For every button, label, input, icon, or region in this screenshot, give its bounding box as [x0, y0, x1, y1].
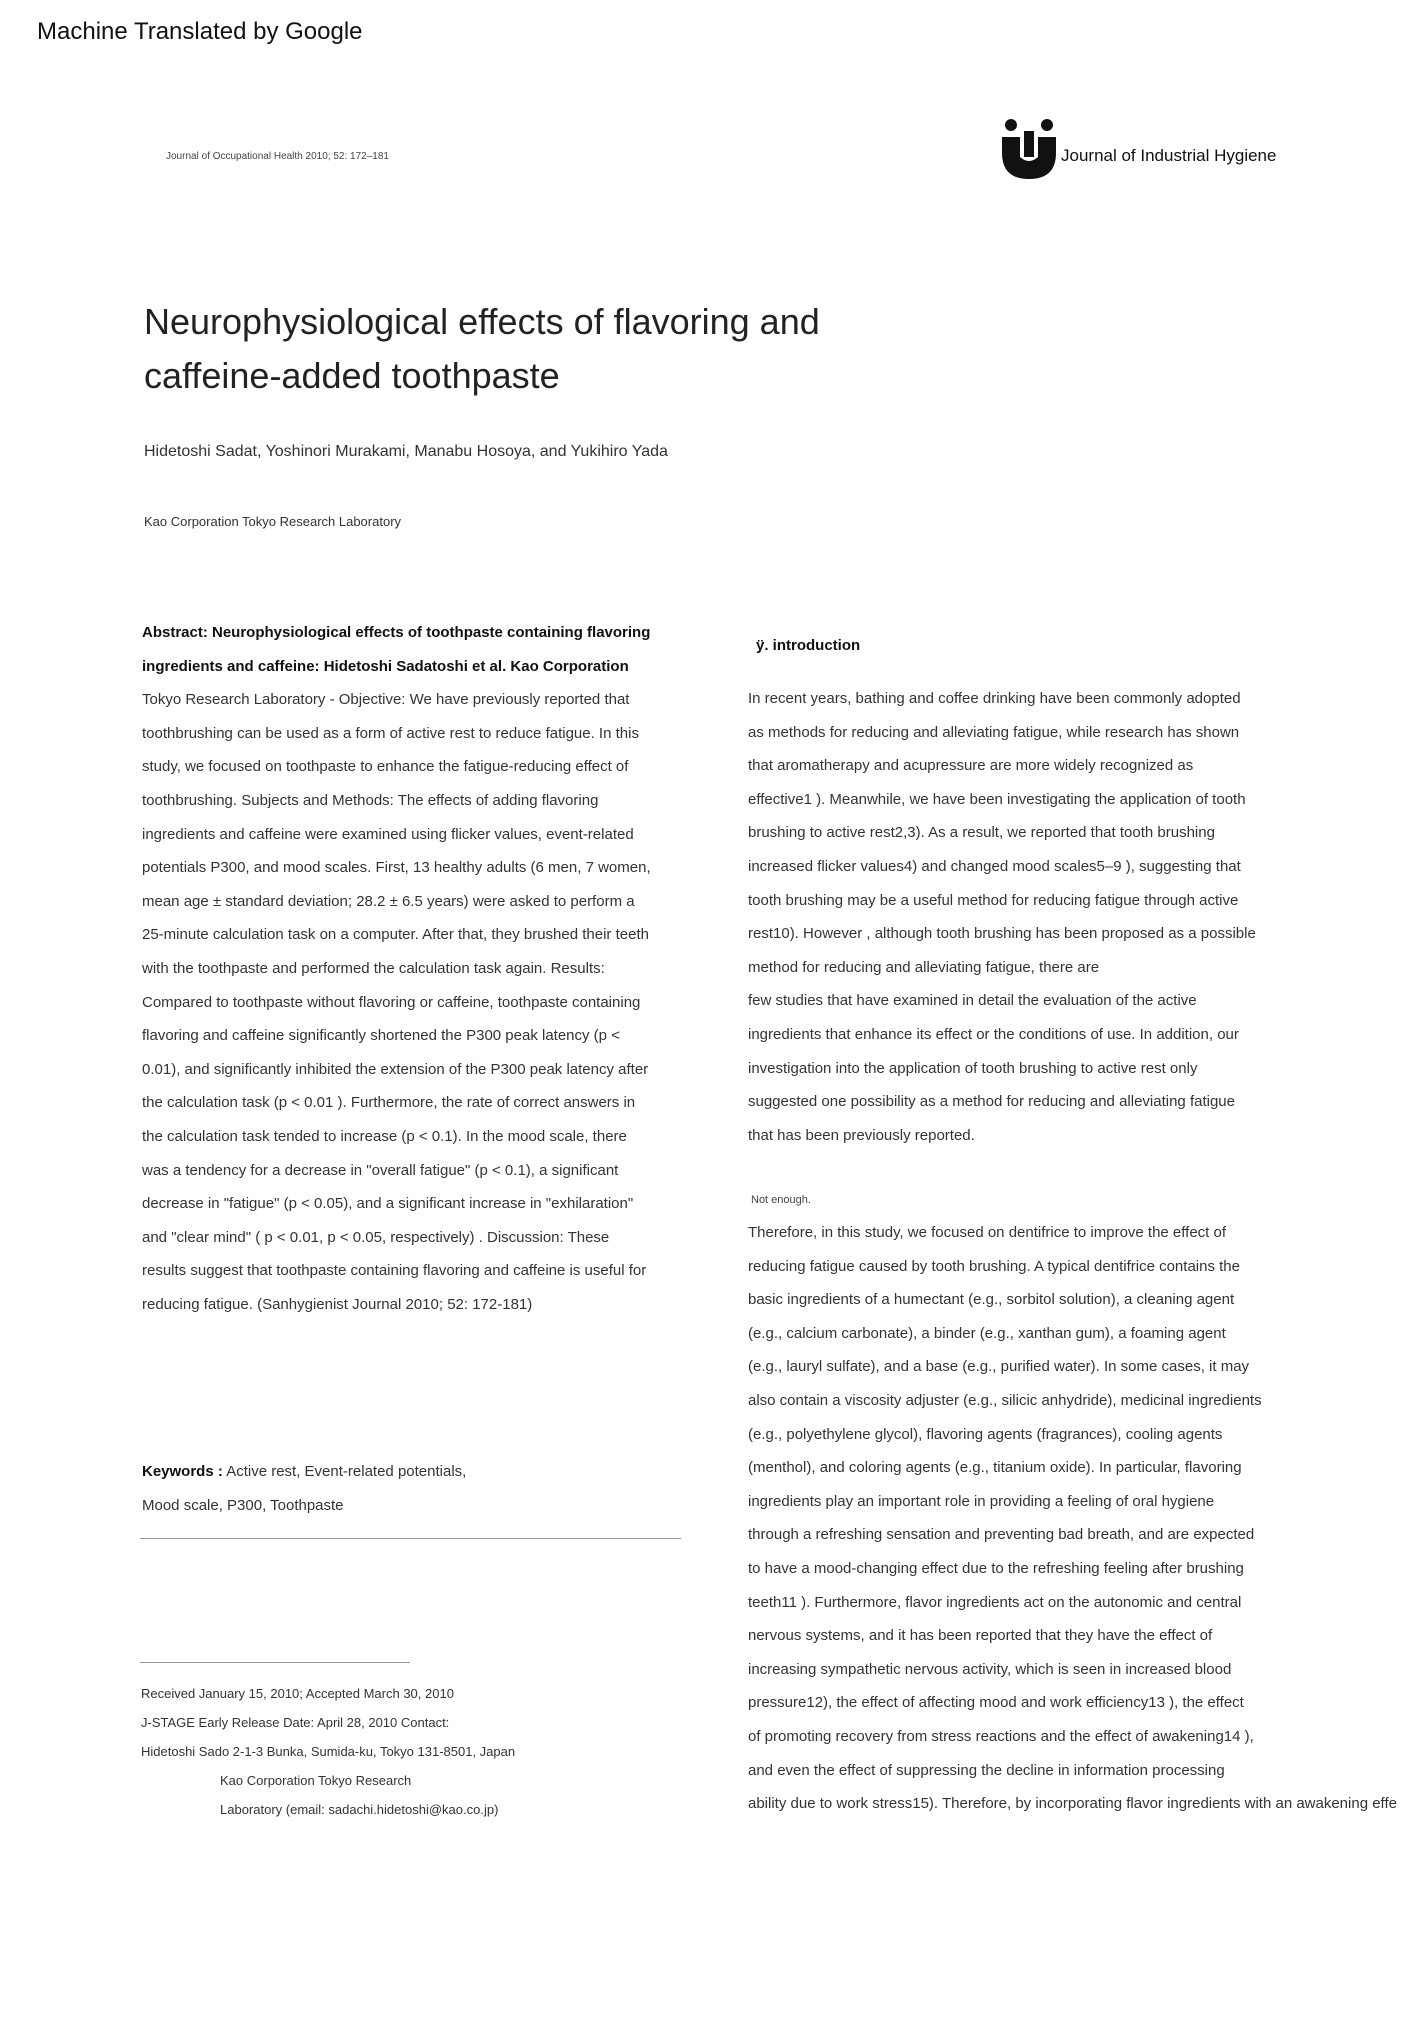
abstract-line: 0.01), and significantly inhibited the extension of the P300 peak latency after — [142, 1060, 649, 1078]
journal-citation: Journal of Occupational Health 2010; 52: 172–181 — [166, 151, 389, 162]
title-line: caffeine-added toothpaste — [144, 355, 560, 396]
abstract-line: toothbrushing. Subjects and Methods: The effects of adding flavoring — [142, 791, 599, 809]
abstract-line: reducing fatigue. (Sanhygienist Journal 2010; 52: 172-181) — [142, 1295, 533, 1313]
divider — [140, 1538, 681, 1539]
body-line: (e.g., lauryl sulfate), and a base (e.g., purified water). In some cases, it may — [748, 1358, 1250, 1376]
abstract-line: the calculation task tended to increase (p < 0.1). In the mood scale, there — [142, 1127, 627, 1145]
keywords — [142, 1455, 702, 1522]
keywords-label: Keywords : — [142, 1463, 223, 1480]
abstract-line: Compared to toothpaste without flavoring or caffeine, toothpaste containing — [142, 993, 641, 1011]
body-line: also contain a viscosity adjuster (e.g., silicic anhydride), medicinal ingredients — [748, 1391, 1262, 1409]
abstract-line: 25-minute calculation task on a computer. After that, they brushed their teeth — [142, 926, 649, 944]
body-line: increasing sympathetic nervous activity, which is seen in increased blood — [748, 1660, 1232, 1678]
body-line: and even the effect of suppressing the decline in information processing — [748, 1761, 1225, 1779]
abstract-line: with the toothpaste and performed the calculation task again. Results: — [142, 959, 605, 977]
footnote-line: Kao Corporation Tokyo Research — [220, 1773, 412, 1788]
body-line: of promoting recovery from stress reactions and the effect of awakening14 ), — [748, 1727, 1254, 1745]
body-line: increased flicker values4) and changed mood scales5–9 ), suggesting that — [748, 857, 1241, 875]
body-line: ingredients that enhance its effect or the conditions of use. In addition, our — [748, 1025, 1239, 1043]
body-line: Therefore, in this study, we focused on dentifrice to improve the effect of — [748, 1224, 1227, 1241]
footnote-line: Laboratory (email: sadachi.hidetoshi@kao.co.jp) — [220, 1802, 499, 1817]
body-line: that aromatherapy and acupressure are more widely recognized as — [748, 757, 1194, 775]
abstract-line: the calculation task (p < 0.01 ). Furthermore, the rate of correct answers in — [142, 1094, 636, 1112]
body-text — [748, 682, 1428, 1152]
footnote-line: J-STAGE Early Release Date: April 28, 2010 Contact: — [141, 1715, 450, 1730]
body-line: reducing fatigue caused by tooth brushing. A typical dentifrice contains the — [748, 1257, 1240, 1275]
abstract-line: toothbrushing can be used as a form of active rest to reduce fatigue. In this — [142, 724, 639, 742]
footnote-line: Hidetoshi Sado 2-1-3 Bunka, Sumida-ku, Tokyo 131-8501, Japan — [141, 1744, 516, 1759]
body-line: rest10). However , although tooth brushing has been proposed as a possible — [748, 925, 1256, 943]
abstract-lead-line: ingredients and caffeine: Hidetoshi Sadatoshi et al. Kao Corporation — [142, 657, 629, 675]
body-line: (menthol), and coloring agents (e.g., titanium oxide). In particular, flavoring — [748, 1459, 1242, 1477]
body-line: as methods for reducing and alleviating fatigue, while research has shown — [748, 723, 1240, 741]
body-line: that has been previously reported. — [748, 1126, 975, 1144]
body-line: method for reducing and alleviating fatigue, there are — [748, 958, 1100, 976]
body-line: teeth11 ). Furthermore, flavor ingredients act on the autonomic and central — [748, 1593, 1242, 1611]
body-line: through a refreshing sensation and preventing bad breath, and are expected — [748, 1526, 1255, 1544]
abstract-line: results suggest that toothpaste containing flavoring and caffeine is useful for — [142, 1262, 647, 1280]
abstract — [142, 616, 702, 1321]
body-text — [748, 1216, 1428, 1821]
body-line: to have a mood-changing effect due to the refreshing feeling after brushing — [748, 1559, 1244, 1577]
translation-banner: Machine Translated by Google — [37, 18, 363, 45]
abstract-line: study, we focused on toothpaste to enhance the fatigue-reducing effect of — [142, 758, 629, 776]
body-line: few studies that have examined in detail the evaluation of the active — [748, 992, 1197, 1010]
keywords-list: Mood scale, P300, Toothpaste — [142, 1496, 344, 1514]
journal-logo — [1000, 117, 1058, 181]
abstract-line: potentials P300, and mood scales. First, 13 healthy adults (6 men, 7 women, — [142, 859, 651, 877]
footnote-divider — [140, 1662, 410, 1663]
body-line: suggested one possibility as a method for reducing and alleviating fatigue — [748, 1093, 1235, 1111]
body-line: brushing to active rest2,3). As a result, we reported that tooth brushing — [748, 824, 1215, 842]
body-line: effective1 ). Meanwhile, we have been investigating the application of tooth — [748, 790, 1246, 808]
paper-title — [144, 295, 1044, 403]
body-line: tooth brushing may be a useful method for reducing fatigue through active — [748, 891, 1239, 909]
abstract-line: was a tendency for a decrease in "overall fatigue" (p < 0.1), a significant — [142, 1161, 619, 1179]
body-line: investigation into the application of tooth brushing to active rest only — [748, 1059, 1198, 1077]
body-line: ability due to work stress15). Therefore, by incorporating flavor ingredients with an awakening effe — [748, 1795, 1397, 1813]
abstract-line: flavoring and caffeine significantly shortened the P300 peak latency (p < — [142, 1027, 620, 1045]
footnote-line: Received January 15, 2010; Accepted March 30, 2010 — [141, 1686, 454, 1701]
abstract-lead-line: Abstract: Neurophysiological effects of toothpaste containing flavoring — [142, 624, 651, 641]
body-line: (e.g., calcium carbonate), a binder (e.g., xanthan gum), a foaming agent — [748, 1324, 1226, 1342]
body-line: pressure12), the effect of affecting mood and work efficiency13 ), the effect — [748, 1694, 1244, 1712]
abstract-line: decrease in "fatigue" (p < 0.05), and a significant increase in "exhilaration" — [142, 1195, 634, 1213]
abstract-line: and "clear mind" ( p < 0.01, p < 0.05, respectively) . Discussion: These — [142, 1228, 610, 1246]
affiliation: Kao Corporation Tokyo Research Laboratory — [144, 514, 402, 529]
small-note: Not enough. — [751, 1194, 811, 1206]
keywords-list: Active rest, Event-related potentials, — [222, 1463, 467, 1480]
section-heading: ÿ. introduction — [756, 637, 861, 654]
abstract-line: Tokyo Research Laboratory - Objective: We have previously reported that — [142, 691, 630, 709]
body-line: (e.g., polyethylene glycol), flavoring agents (fragrances), cooling agents — [748, 1425, 1223, 1443]
abstract-line: mean age ± standard deviation; 28.2 ± 6.5 years) were asked to perform a — [142, 892, 635, 910]
body-line: ingredients play an important role in providing a feeling of oral hygiene — [748, 1492, 1215, 1510]
author-list: Hidetoshi Sadat, Yoshinori Murakami, Manabu Hosoya, and Yukihiro Yada — [144, 443, 668, 460]
body-line: In recent years, bathing and coffee drinking have been commonly adopted — [748, 690, 1241, 707]
footnote — [141, 1679, 661, 1824]
journal-name: Journal of Industrial Hygiene — [1061, 146, 1277, 165]
body-line: basic ingredients of a humectant (e.g., sorbitol solution), a cleaning agent — [748, 1291, 1235, 1309]
abstract-line: ingredients and caffeine were examined using flicker values, event-related — [142, 825, 634, 843]
title-line: Neurophysiological effects of flavoring and — [144, 301, 820, 342]
body-line: nervous systems, and it has been reported that they have the effect of — [748, 1627, 1213, 1645]
